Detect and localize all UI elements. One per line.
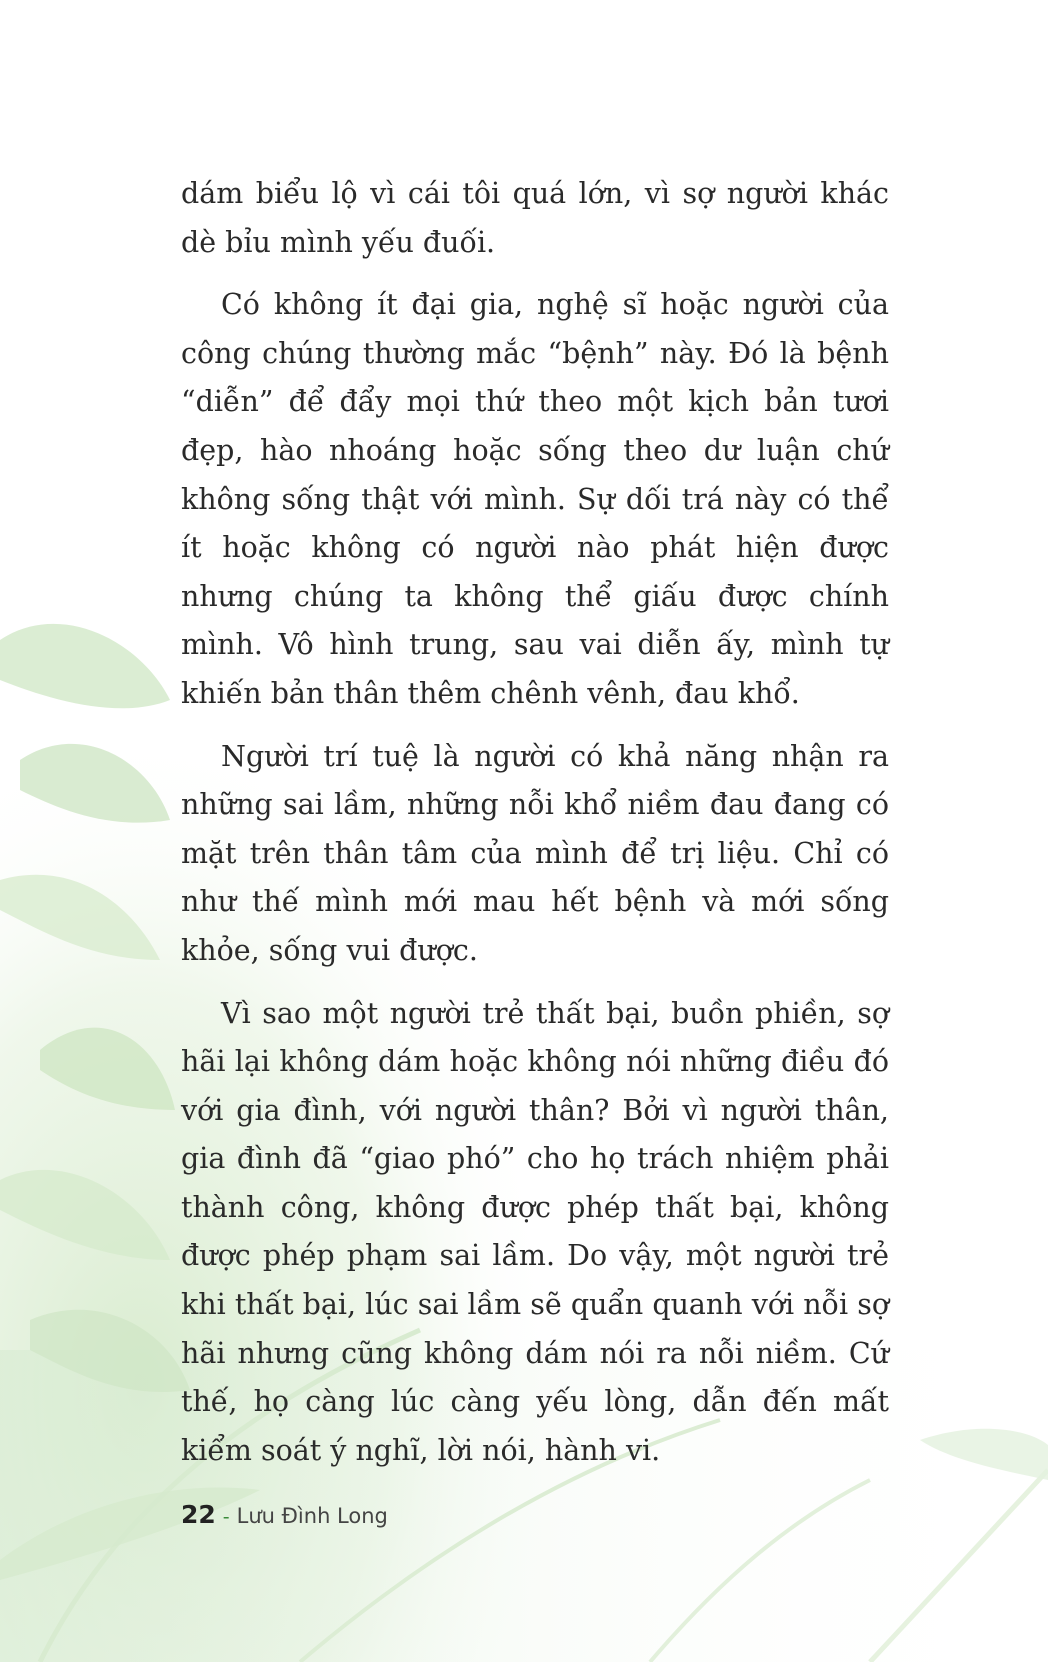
page-number: 22 [181, 1500, 216, 1529]
page-footer [181, 1500, 388, 1540]
paragraph-1: dám biểu lộ vì cái tôi quá lớn, vì sợ người khác dè bỉu mình yếu đuối. [181, 177, 889, 259]
paragraph-2: Có không ít đại gia, nghệ sĩ hoặc người của công chúng thường mắc “bệnh” này. Đó là bệnh “diễn” để đẩy mọi thứ theo một kịch bản tươi đẹp, hào nhoáng hoặc sống theo dư luận chứ không sống thật với mình. Sự dối trá này có thể ít hoặc không có người nào phát hiện được nhưng chúng ta không thể giấu được chính mình. Vô hình trung, sau vai diễn ấy, mình tự khiến bản thân thêm chênh vênh, đau khổ. [181, 288, 889, 710]
footer-separator: - [222, 1506, 230, 1528]
author-name: Lưu Đình Long [236, 1504, 388, 1528]
paragraph-4: Vì sao một người trẻ thất bại, buồn phiền, sợ hãi lại không dám hoặc không nói những điều đó với gia đình, với người thân? Bởi vì người thân, gia đình đã “giao phó” cho họ trách nhiệm phải thành công, không được phép thất bại, không được phép phạm sai lầm. Do vậy, một người trẻ khi thất bại, lúc sai lầm sẽ quẩn quanh với nỗi sợ hãi nhưng cũng không dám nói ra nỗi niềm. Cứ thế, họ càng lúc càng yếu lòng, dẫn đến mất kiểm soát ý nghĩ, lời nói, hành vi. [181, 996, 889, 1467]
body-text [181, 170, 889, 1489]
paragraph-3: Người trí tuệ là người có khả năng nhận ra những sai lầm, những nỗi khổ niềm đau đang có mặt trên thân tâm của mình để trị liệu. Chỉ có như thế mình mới mau hết bệnh và mới sống khỏe, sống vui được. [181, 739, 889, 967]
